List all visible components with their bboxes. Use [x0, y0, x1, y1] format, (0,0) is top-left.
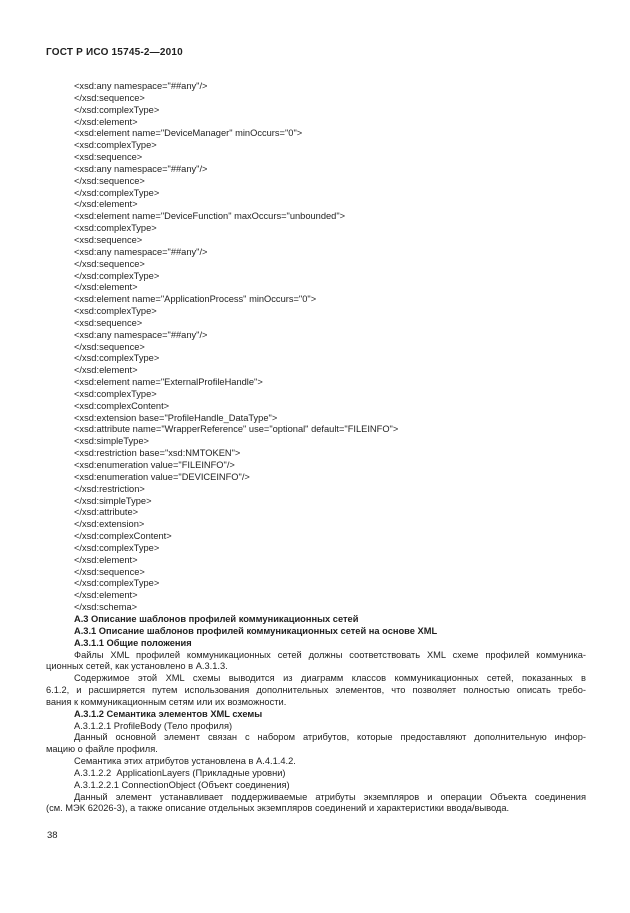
code-line: </xsd:element> — [74, 590, 138, 601]
code-line: </xsd:complexType> — [74, 104, 160, 115]
code-line: </xsd:complexType> — [74, 542, 160, 553]
paragraph-line: мацию о файле профиля. — [46, 744, 158, 755]
code-line: <xsd:complexContent> — [74, 400, 170, 411]
paragraph-line: ционных сетей, как установлено в А.3.1.3. — [46, 661, 228, 672]
sections — [46, 614, 586, 815]
code-line: </xsd:sequence> — [74, 92, 145, 103]
text-line: Семантика этих атрибутов установлена в А.4.1.4.2. — [74, 756, 296, 767]
code-line: </xsd:schema> — [74, 602, 138, 613]
code-line: <xsd:complexType> — [74, 388, 157, 399]
code-line: </xsd:simpleType> — [74, 495, 152, 506]
page-number: 38 — [47, 830, 58, 841]
paragraph-line: Файлы XML профилей коммуникационных сетей должны соответствовать XML схеме профилей коммуника- — [74, 649, 586, 660]
code-line: </xsd:element> — [74, 282, 138, 293]
code-line: </xsd:element> — [74, 365, 138, 376]
paragraph-line: (см. МЭК 62026-3), а также описание отдельных экземпляров соединений и характеристики ввода/вывода. — [46, 803, 510, 814]
code-line: </xsd:complexContent> — [74, 531, 172, 542]
section-heading: А.3.1.2 Семантика элементов XML схемы — [74, 708, 263, 719]
section-heading: А.3.1 Описание шаблонов профилей коммуникационных сетей на основе XML — [74, 625, 438, 636]
paragraph-line: Содержимое этой XML схемы выводится из диаграмм классов коммуникационных сетей, показанных в — [74, 673, 586, 684]
code-line: <xsd:sequence> — [74, 317, 143, 328]
code-line: </xsd:complexType> — [74, 353, 160, 364]
code-line: </xsd:complexType> — [74, 578, 160, 589]
code-line: </xsd:element> — [74, 199, 138, 210]
code-line: <xsd:simpleType> — [74, 436, 149, 447]
code-line: <xsd:any namespace="##any"/> — [74, 246, 208, 257]
code-line: <xsd:complexType> — [74, 306, 157, 317]
text-line: А.3.1.2.1 ProfileBody (Тело профиля) — [74, 720, 233, 731]
code-line: </xsd:sequence> — [74, 175, 145, 186]
document-header: ГОСТ Р ИСО 15745-2—2010 — [46, 47, 183, 58]
code-line: <xsd:sequence> — [74, 234, 143, 245]
code-line: <xsd:sequence> — [74, 152, 143, 163]
code-line: <xsd:any namespace="##any"/> — [74, 163, 208, 174]
page-content — [46, 81, 586, 815]
code-line: </xsd:sequence> — [74, 341, 145, 352]
code-line: </xsd:element> — [74, 116, 138, 127]
code-line: <xsd:any namespace="##any"/> — [74, 329, 208, 340]
code-line: <xsd:enumeration value="FILEINFO"/> — [74, 460, 235, 470]
code-line: </xsd:attribute> — [74, 507, 139, 518]
code-line: </xsd:sequence> — [74, 566, 145, 577]
code-line: <xsd:complexType> — [74, 140, 157, 151]
text-line: А.3.1.2.2.1 ConnectionObject (Объект соединения) — [74, 779, 290, 790]
code-line: <xsd:extension base="ProfileHandle_DataType"> — [74, 412, 278, 423]
code-line: <xsd:element name="DeviceManager" minOccurs="0"> — [74, 128, 303, 139]
code-line: <xsd:element name="DeviceFunction" maxOccurs="unbounded"> — [74, 211, 346, 222]
code-line: <xsd:complexType> — [74, 223, 157, 234]
xml-code-block — [46, 81, 586, 614]
code-line: <xsd:element name="ExternalProfileHandle"> — [74, 377, 263, 388]
paragraph-line: 6.1.2, и расширяется путем использования дополнительных элементов, что позволяет полностью описать требо- — [46, 685, 586, 696]
code-line: <xsd:restriction base="xsd:NMTOKEN"> — [74, 448, 241, 459]
section-heading: А.3.1.1 Общие положения — [74, 637, 192, 648]
code-line: <xsd:enumeration value="DEVICEINFO"/> — [74, 471, 250, 482]
code-line: </xsd:restriction> — [74, 483, 145, 494]
code-line: <xsd:attribute name="WrapperReference" use="optional" default="FILEINFO"> — [74, 424, 399, 435]
code-line: </xsd:sequence> — [74, 258, 145, 269]
code-line: </xsd:complexType> — [74, 187, 160, 198]
text-line: А.3.1.2.2 ApplicationLayers (Прикладные уровни) — [74, 767, 286, 778]
section-heading: А.3 Описание шаблонов профилей коммуникационных сетей — [74, 613, 359, 624]
paragraph-line: Данный элемент устанавливает поддерживаемые атрибуты экземпляров и операции Объекта соединения — [74, 791, 586, 802]
code-line: </xsd:element> — [74, 554, 138, 565]
code-line: <xsd:any namespace="##any"/> — [74, 81, 208, 91]
paragraph-line: вания к коммуникационным сетям или их возможности. — [46, 696, 287, 707]
paragraph-line: Данный основной элемент связан с набором атрибутов, которые предоставляют дополнительную инфор- — [74, 732, 586, 743]
code-line: <xsd:element name="ApplicationProcess" minOccurs="0"> — [74, 294, 317, 305]
code-line: </xsd:extension> — [74, 519, 145, 530]
code-line: </xsd:complexType> — [74, 270, 160, 281]
